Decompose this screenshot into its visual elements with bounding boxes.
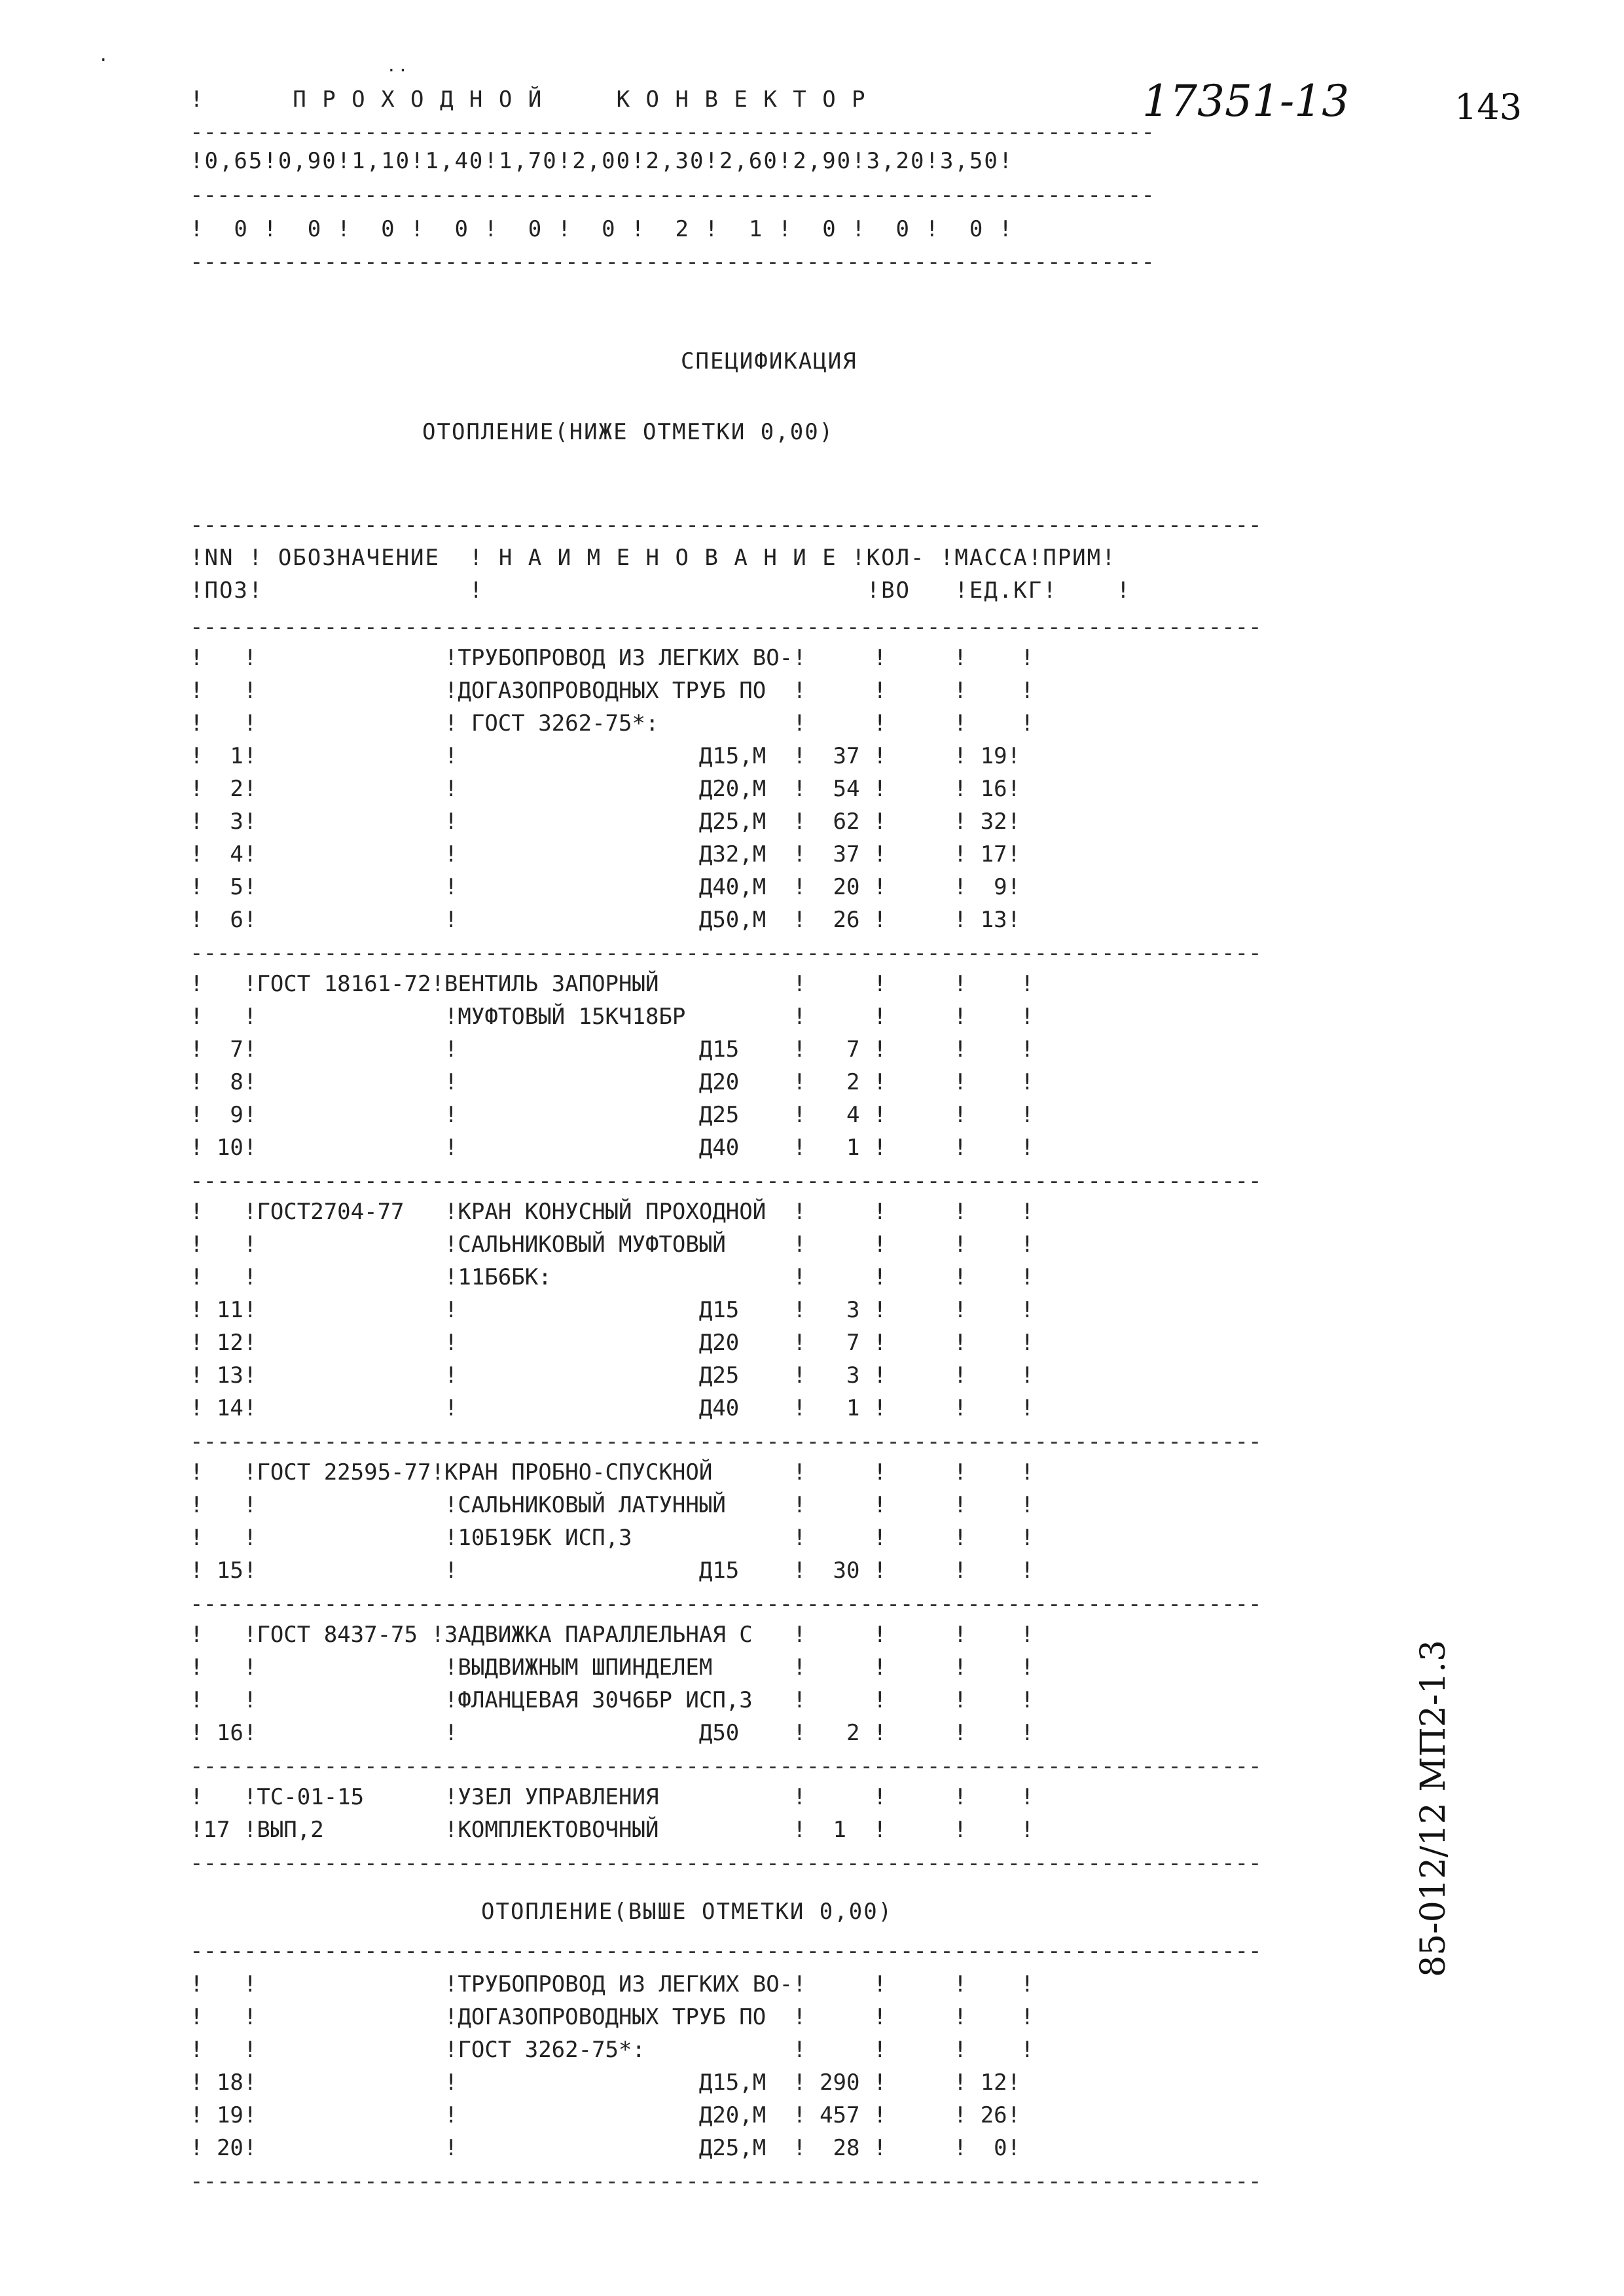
table-header-line1: !NN ! ОБОЗНАЧЕНИЕ ! Н А И М Е Н О В А Н И Е !КОЛ- !МАССА!ПРИМ! (190, 545, 1117, 571)
table-rule: -------------------------------------------------------------------------------- (190, 1168, 1262, 1194)
table-row: ! 12! ! Д20 ! 7 ! ! ! (190, 1330, 1034, 1356)
table-row: ! 15! ! Д15 ! 30 ! ! ! (190, 1558, 1034, 1584)
table-row-group-label: ! ! !ДОГАЗОПРОВОДНЫХ ТРУБ ПО ! ! ! ! (190, 678, 1034, 704)
table-row: ! 13! ! Д25 ! 3 ! ! ! (190, 1362, 1034, 1389)
table-row: ! 8! ! Д20 ! 2 ! ! ! (190, 1069, 1034, 1095)
header-sizes-row: !0,65!0,90!1,10!1,40!1,70!2,00!2,30!2,60!2,90!3,20!3,50! (190, 148, 1014, 174)
table-rule: -------------------------------------------------------------------------------- (190, 614, 1262, 640)
scan-mark: ·· (386, 61, 410, 81)
table-row: ! 16! ! Д50 ! 2 ! ! ! (190, 1720, 1034, 1746)
table-rule: -------------------------------------------------------------------------------- (190, 2168, 1262, 2195)
table-row: ! 9! ! Д25 ! 4 ! ! ! (190, 1102, 1034, 1128)
table-row-group-label: ! ! !МУФТОВЫЙ 15КЧ18БР ! ! ! ! (190, 1004, 1034, 1030)
table-rule: -------------------------------------------------------------------------------- (190, 512, 1262, 538)
rule: ------------------------------------------------------------------------ (190, 249, 1155, 275)
table-row-group-label: ! ! !11Б6БК: ! ! ! ! (190, 1264, 1034, 1290)
header-counts-row: ! 0 ! 0 ! 0 ! 0 ! 0 ! 0 ! 2 ! 1 ! 0 ! 0 ! 0 ! (190, 216, 1014, 242)
table-row-group-label: ! !ГОСТ 18161-72!ВЕНТИЛЬ ЗАПОРНЫЙ ! ! ! ! (190, 971, 1034, 997)
table-row-group-label: ! ! !10Б19БК ИСП,3 ! ! ! ! (190, 1525, 1034, 1551)
table-rule: -------------------------------------------------------------------------------- (190, 940, 1262, 966)
table-rule: -------------------------------------------------------------------------------- (190, 1591, 1262, 1617)
table-row: ! 5! ! Д40,М ! 20 ! ! 9! (190, 874, 1021, 900)
header-title-line: ! П Р О Х О Д Н О Й К О Н В Е К Т О Р (190, 86, 867, 113)
rule: ------------------------------------------------------------------------ (190, 182, 1155, 208)
table-row-group-label: ! ! ! ГОСТ 3262-75*: ! ! ! ! (190, 710, 1034, 737)
scan-mark: · (98, 50, 110, 70)
table-row: ! 2! ! Д20,М ! 54 ! ! 16! (190, 776, 1021, 802)
table-header-line2: !ПОЗ! ! !ВО !ЕД.КГ! ! (190, 577, 1132, 604)
table-row: ! 4! ! Д32,М ! 37 ! ! 17! (190, 841, 1021, 867)
table-row-group-label: ! ! !ГОСТ 3262-75*: ! ! ! ! (190, 2037, 1034, 2063)
table-rule: -------------------------------------------------------------------------------- (190, 1938, 1262, 1964)
table-row-group-label: ! ! !ВЫДВИЖНЫМ ШПИНДЕЛЕМ ! ! ! ! (190, 1654, 1034, 1681)
table-row: ! 20! ! Д25,М ! 28 ! ! 0! (190, 2135, 1021, 2161)
table-row-group-label: ! ! !САЛЬНИКОВЫЙ ЛАТУННЫЙ ! ! ! ! (190, 1492, 1034, 1518)
page-number: 143 (1454, 86, 1523, 128)
table-row: ! 14! ! Д40 ! 1 ! ! ! (190, 1395, 1034, 1421)
table-rule: -------------------------------------------------------------------------------- (190, 1850, 1262, 1876)
table-row: ! 7! ! Д15 ! 7 ! ! ! (190, 1036, 1034, 1063)
spec-title: СПЕЦИФИКАЦИЯ (681, 348, 857, 374)
handwritten-doc-number: 17351-13 (1142, 76, 1350, 126)
table-row-group-label: ! !ТС-01-15 !УЗЕЛ УПРАВЛЕНИЯ ! ! ! ! (190, 1784, 1034, 1810)
margin-document-code: 85-012/12 МП2-1.3 (1414, 1639, 1453, 1977)
table-row-group-label: ! !ГОСТ2704-77 !КРАН КОНУСНЫЙ ПРОХОДНОЙ ! ! ! ! (190, 1199, 1034, 1225)
section1-title: ОТОПЛЕНИЕ(НИЖЕ ОТМЕТКИ 0,00) (422, 419, 835, 445)
rule: ------------------------------------------------------------------------ (190, 119, 1155, 145)
table-row: ! 6! ! Д50,М ! 26 ! ! 13! (190, 907, 1021, 933)
table-row: ! 3! ! Д25,М ! 62 ! ! 32! (190, 809, 1021, 835)
table-row-group-label: ! ! !ТРУБОПРОВОД ИЗ ЛЕГКИХ ВО-! ! ! ! (190, 1971, 1034, 1997)
table-rule: -------------------------------------------------------------------------------- (190, 1429, 1262, 1455)
table-row-group-label: ! ! !САЛЬНИКОВЫЙ МУФТОВЫЙ ! ! ! ! (190, 1231, 1034, 1258)
table-row-group-label: ! ! !ТРУБОПРОВОД ИЗ ЛЕГКИХ ВО-! ! ! ! (190, 645, 1034, 671)
table-row: ! 11! ! Д15 ! 3 ! ! ! (190, 1297, 1034, 1323)
table-row: ! 10! ! Д40 ! 1 ! ! ! (190, 1135, 1034, 1161)
table-row-group-label: ! ! !ДОГАЗОПРОВОДНЫХ ТРУБ ПО ! ! ! ! (190, 2004, 1034, 2030)
section2-title: ОТОПЛЕНИЕ(ВЫШЕ ОТМЕТКИ 0,00) (481, 1899, 893, 1925)
table-rule: -------------------------------------------------------------------------------- (190, 1753, 1262, 1779)
table-row-group-label: ! !ГОСТ 8437-75 !ЗАДВИЖКА ПАРАЛЛЕЛЬНАЯ С ! ! ! ! (190, 1622, 1034, 1648)
table-row: !17 !ВЫП,2 !КОМПЛЕКТОВОЧНЫЙ ! 1 ! ! ! (190, 1817, 1034, 1843)
table-row: ! 18! ! Д15,М ! 290 ! ! 12! (190, 2069, 1021, 2096)
table-row-group-label: ! ! !ФЛАНЦЕВАЯ 30Ч6БР ИСП,3 ! ! ! ! (190, 1687, 1034, 1713)
table-row-group-label: ! !ГОСТ 22595-77!КРАН ПРОБНО-СПУСКНОЙ ! ! ! ! (190, 1459, 1034, 1485)
table-row: ! 19! ! Д20,М ! 457 ! ! 26! (190, 2102, 1021, 2128)
table-row: ! 1! ! Д15,М ! 37 ! ! 19! (190, 743, 1021, 769)
